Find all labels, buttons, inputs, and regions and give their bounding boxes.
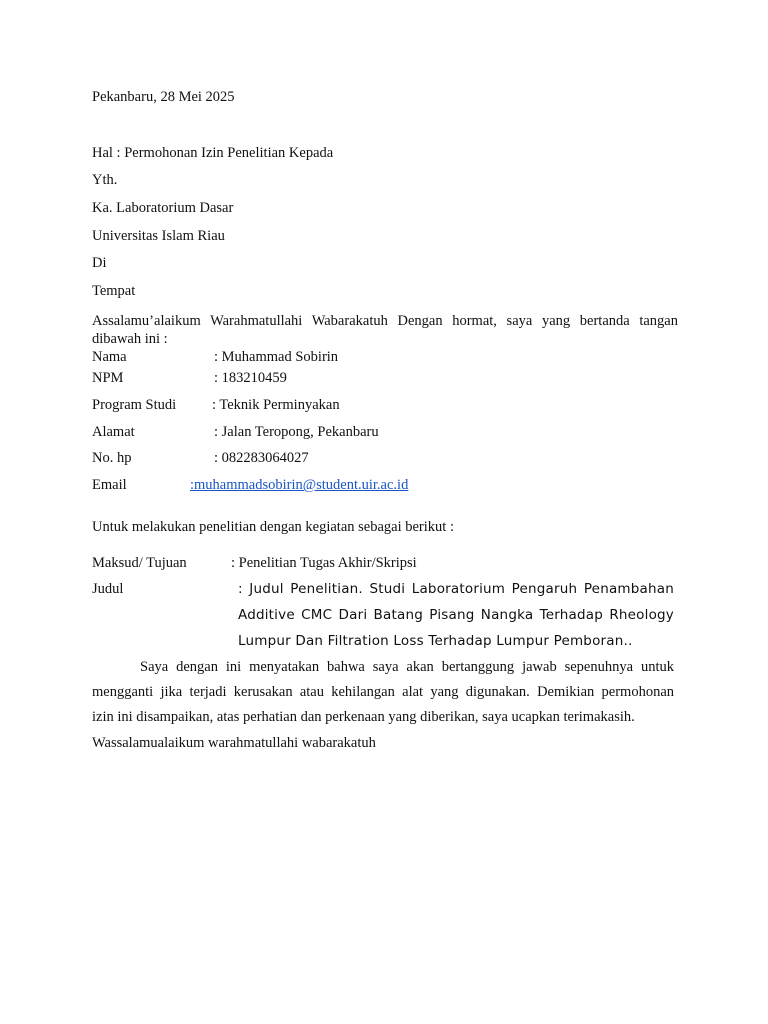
name-value: : Muhammad Sobirin [214,349,339,365]
research-title-line-1: : Judul Penelitian. Studi Laboratorium Pengaruh Penambahan [238,581,674,597]
place-date: Pekanbaru, 28 Mei 2025 [92,89,235,105]
body-line-2: mengganti jika terjadi kerusakan atau kehilangan alat yang digunakan. Demikian permohonan [92,684,674,700]
activity-intro: Untuk melakukan penelitian dengan kegiatan sebagai berikut : [92,519,454,535]
email-link[interactable]: :muhammadsobirin@student.uir.ac.id [190,477,409,493]
program-value: : Teknik Perminyakan [212,397,340,413]
research-title-label: Judul [92,581,124,597]
phone-value: : 082283064027 [214,450,309,466]
body-line-1: Saya dengan ini menyatakan bahwa saya akan bertanggung jawab sepenuhnya untuk [140,659,674,675]
recipient-di: Di [92,255,107,271]
purpose-value: : Penelitian Tugas Akhir/Skripsi [231,555,417,571]
research-title-line-3: Lumpur Dan Filtration Loss Terhadap Lumpur Pemboran.. [238,633,633,649]
recipient-place: Tempat [92,283,136,299]
recipient-title: Ka. Laboratorium Dasar [92,200,234,216]
npm-label: NPM [92,370,124,386]
recipient-salutation: Yth. [92,172,118,188]
program-label: Program Studi [92,397,177,413]
opening-line-1: Assalamu’alaikum Warahmatullahi Wabarakatuh Dengan hormat, saya yang bertanda tangan [92,313,678,329]
address-value: : Jalan Teropong, Pekanbaru [214,424,379,440]
npm-value: : 183210459 [214,370,287,386]
name-label: Nama [92,349,127,365]
opening-line-2: dibawah ini : [92,331,168,347]
research-title-line-2: Additive CMC Dari Batang Pisang Nangka Terhadap Rheology [238,607,674,623]
recipient-institution: Universitas Islam Riau [92,228,225,244]
closing-line: Wassalamualaikum warahmatullahi wabarakatuh [92,735,376,751]
subject-line: Hal : Permohonan Izin Penelitian Kepada [92,145,334,161]
body-line-3: izin ini disampaikan, atas perhatian dan perkenaan yang diberikan, saya ucapkan terimakasih. [92,709,635,725]
purpose-label: Maksud/ Tujuan [92,555,187,571]
address-label: Alamat [92,424,135,440]
email-label: Email [92,477,127,493]
phone-label: No. hp [92,450,132,466]
